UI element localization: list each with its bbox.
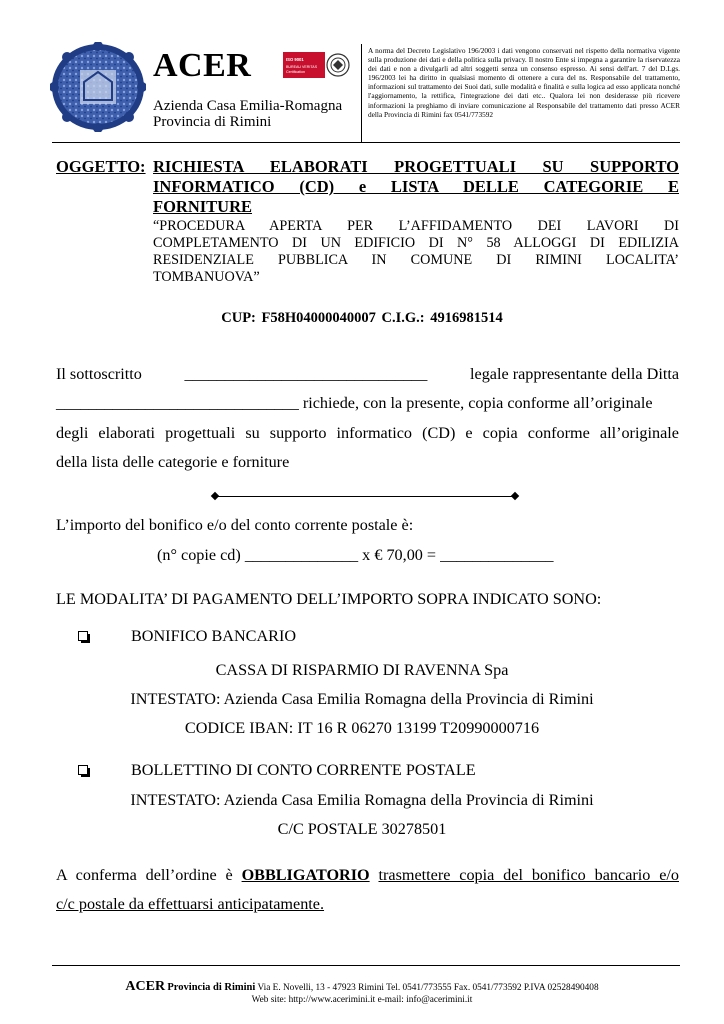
footer-web: Web site: http://www.acerimini.it e-mail: info@acerimini.it — [251, 995, 473, 1005]
header-divider — [361, 44, 362, 142]
org-province: Provincia di Rimini — [153, 114, 272, 130]
iban-code: CODICE IBAN: IT 16 R 06270 13199 T20990000716 — [184, 719, 540, 737]
postal-holder: INTESTATO: Azienda Casa Emilia Romagna della Provincia di Rimini — [130, 791, 594, 809]
confirm-text: trasmettere copia del bonifico bancario e/o — [378, 866, 679, 884]
footer-contact: Via E. Novelli, 13 - 47923 Rimini Tel. 0541/773555 Fax. 0541/773592 P.IVA 02528490408 — [257, 983, 599, 993]
body-line-1 — [56, 365, 679, 384]
iso-certification-logo — [283, 52, 351, 80]
confirm-text: A conferma dell’ordine è — [56, 866, 242, 884]
bank-transfer-checkbox[interactable] — [78, 631, 88, 641]
subject-line-3: FORNITURE — [153, 197, 253, 216]
company-blank-field[interactable]: ______________________________ — [56, 394, 299, 412]
name-blank-field[interactable]: ______________________________ — [184, 365, 428, 383]
footer-rule — [52, 965, 680, 966]
body-text: legale rappresentante della Ditta — [470, 365, 679, 383]
separator-line — [215, 496, 515, 497]
payment-modalities-heading: LE MODALITA’ DI PAGAMENTO DELL’IMPORTO SOPRA INDICATO SONO: — [56, 590, 602, 608]
footer-province: Provincia di Rimini — [167, 982, 256, 993]
bank-name: CASSA DI RISPARMIO DI RAVENNA Spa — [215, 661, 509, 679]
postal-slip-checkbox[interactable] — [78, 765, 88, 775]
acer-title: ACER — [153, 47, 252, 84]
body-line-4: della lista delle categorie e forniture — [56, 453, 290, 471]
cup-cig-codes: CUP: F58H04000040007 C.I.G.: 4916981514 — [221, 310, 503, 326]
procedure-line-4: TOMBANUOVA” — [153, 269, 260, 285]
amount-formula: (n° copie cd) ______________ x € 70,00 = ______________ — [157, 546, 554, 564]
subject-line-2: INFORMATICO (CD) e LISTA DELLE CATEGORIE E — [153, 177, 679, 196]
subject-label: OGGETTO: — [56, 157, 146, 176]
privacy-note: A norma del Decreto Legislativo 196/2003 i dati vengono conservati nel rispetto della normativa vigente sulla produzione dei dati e della politica sulla privacy. Il nostro Ente si impegna a garantire la riservatezza dei dati e non a divulgarli ad altri soggetti senza un consenso espresso. Ai sensi dell'art. 7 del D.Lgs. 196/2003 lei ha diritto in qualsiasi momento di ottenere a cura del ns. Responsabile del trattamento, informazioni sul trattamento dei Suoi dati, sulle modalità e finalità e sulla logica ad esso applicata nonché l'aggiornamento, la rettifica, l'integrazione dei dati etc.. Qualora lei non desiderasse più ricevere informazioni la preghiamo di inviare comunicazione al Responsabile del trattamento dati presso ACER della Provincia di Rimini fax 0541/773592 — [368, 46, 680, 119]
procedure-line-1: “PROCEDURA APERTA PER L’AFFIDAMENTO DEI LAVORI DI — [153, 218, 679, 234]
procedure-line-3: RESIDENZIALE PUBBLICA IN COMUNE DI RIMINI LOCALITA’ — [153, 252, 679, 268]
bank-holder: INTESTATO: Azienda Casa Emilia Romagna della Provincia di Rimini — [130, 690, 594, 708]
acer-seal-logo — [50, 42, 146, 132]
procedure-line-2: COMPLETAMENTO DI UN EDIFICIO DI N° 58 ALLOGGI DI EDILIZIA — [153, 235, 679, 251]
subject-line-1: RICHIESTA ELABORATI PROGETTUALI SU SUPPORTO — [153, 157, 679, 176]
diamond-icon — [211, 492, 219, 500]
amount-intro: L’importo del bonifico e/o del conto corrente postale è: — [56, 516, 414, 534]
svg-text:ISO 9001: ISO 9001 — [286, 57, 304, 62]
mandatory-emphasis: OBBLIGATORIO — [241, 866, 370, 884]
body-text: Il sottoscritto — [56, 365, 142, 383]
footer-brand: ACER — [125, 979, 166, 994]
postal-account: C/C POSTALE 30278501 — [277, 820, 447, 838]
diamond-icon — [511, 492, 519, 500]
body-text: richiede, con la presente, copia conforme all’originale — [302, 394, 653, 412]
confirm-line-1 — [56, 866, 679, 885]
option-postal-slip: BOLLETTINO DI CONTO CORRENTE POSTALE — [131, 761, 476, 779]
header-rule — [52, 142, 680, 143]
confirm-line-2: c/c postale da effettuarsi anticipatamente. — [56, 895, 325, 913]
footer-address — [0, 979, 724, 995]
svg-text:Certification: Certification — [286, 70, 305, 74]
body-line-3: degli elaborati progettuali su supporto informatico (CD) e copia conforme all’originale — [56, 424, 679, 442]
body-line-2 — [56, 394, 679, 413]
svg-text:BUREAU VERITAS: BUREAU VERITAS — [286, 65, 318, 69]
option-bank-transfer: BONIFICO BANCARIO — [131, 627, 297, 645]
org-name: Azienda Casa Emilia-Romagna — [153, 98, 343, 114]
